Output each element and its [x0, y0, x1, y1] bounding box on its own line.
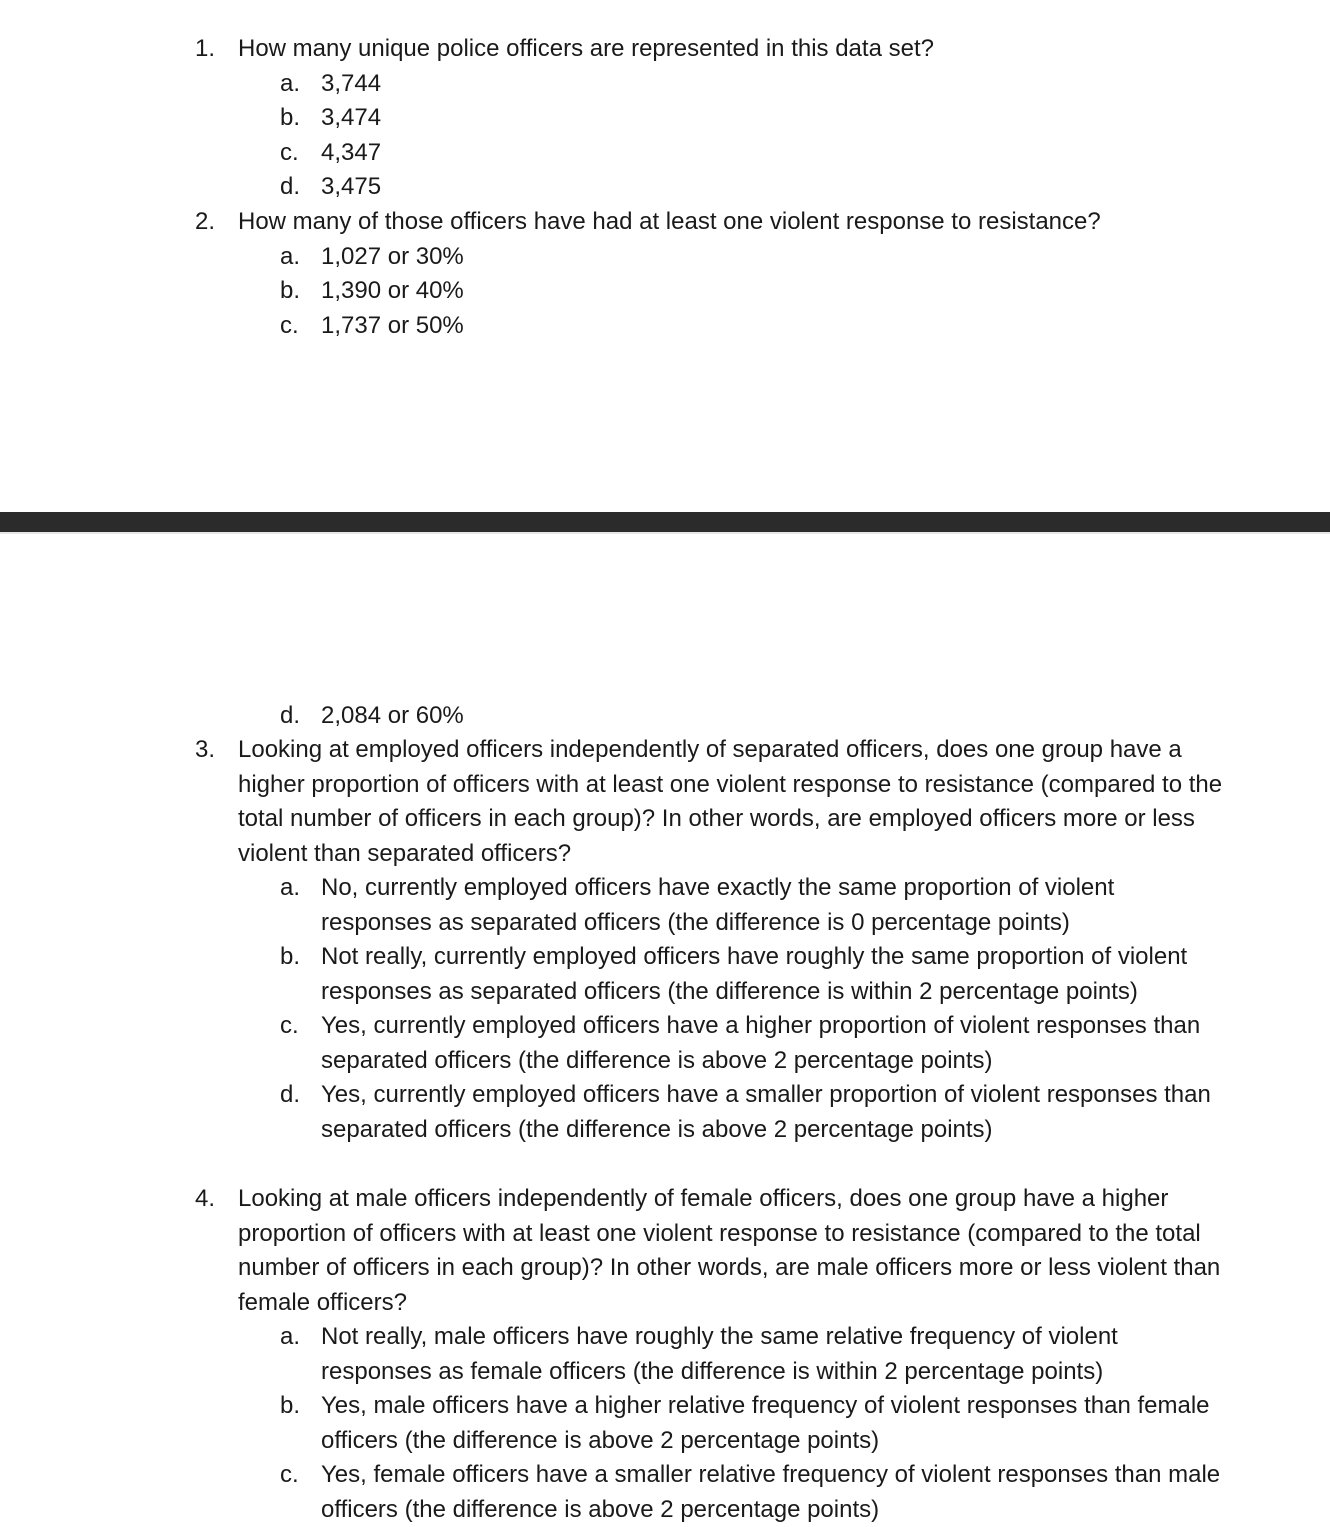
question-4	[0, 1182, 1330, 1527]
option-item	[0, 101, 1221, 136]
option-letter: a.	[280, 874, 301, 901]
question-2	[0, 205, 1330, 343]
option-item	[0, 136, 1221, 171]
option-letter: a.	[280, 1323, 301, 1350]
question-2-continued	[0, 699, 1330, 734]
option-letter: b.	[280, 943, 301, 970]
option-text: No, currently employed officers have exactly the same proportion of violent responses as separated officers (the difference is 0 percentage points)	[321, 874, 1115, 936]
option-text: Not really, male officers have roughly the same relative frequency of violent responses as female officers (the difference is within 2 percentage points)	[321, 1323, 1118, 1385]
document-page-1	[0, 0, 1330, 512]
option-item	[0, 699, 1221, 734]
option-text: Yes, currently employed officers have a higher proportion of violent responses than separated officers (the difference is above 2 percentage points)	[321, 1012, 1201, 1074]
question-3	[0, 733, 1330, 1147]
option-letter: a.	[280, 69, 301, 97]
option-letter: b.	[280, 104, 301, 131]
question-text: How many of those officers have had at least one violent response to resistance?	[238, 208, 1101, 235]
option-text: 3,744	[321, 69, 382, 97]
option-item	[0, 240, 1221, 275]
option-item	[0, 871, 1221, 940]
option-letter: c.	[280, 1012, 299, 1039]
question-text: Looking at employed officers independently of separated officers, does one group have a higher proportion of officers with at least one violent response to resistance (compared to the total number of officers in each group)? In other words, are employed officers more or less violent than separated officers?	[238, 736, 1223, 867]
page-break-divider	[0, 512, 1330, 534]
option-letter: c.	[280, 1461, 299, 1488]
question-number: 2.	[195, 208, 216, 235]
option-text: 3,475	[321, 173, 382, 200]
option-text: Yes, currently employed officers have a smaller proportion of violent responses than separated officers (the difference is above 2 percentage points)	[321, 1081, 1211, 1143]
option-text: Yes, female officers have a smaller relative frequency of violent responses than male officers (the difference is above 2 percentage points)	[321, 1461, 1221, 1523]
option-text: Yes, male officers have a higher relative frequency of violent responses than female officers (the difference is above 2 percentage points)	[321, 1392, 1210, 1454]
option-item	[0, 940, 1221, 1009]
option-text: 3,474	[321, 104, 382, 131]
option-item	[0, 309, 1221, 344]
option-item	[0, 1320, 1221, 1389]
option-text: 1,737 or 50%	[321, 311, 464, 339]
question-text: Looking at male officers independently of female officers, does one group have a higher proportion of officers with at least one violent response to resistance (compared to the total number of officers in each group)? In other words, are male officers more or less violent than female officers?	[238, 1185, 1221, 1316]
option-letter: d.	[280, 1081, 301, 1108]
option-letter: b.	[280, 1392, 301, 1419]
option-text: 1,390 or 40%	[321, 277, 464, 304]
option-item	[0, 1009, 1221, 1078]
document-page-2	[0, 534, 1330, 1525]
option-text: 1,027 or 30%	[321, 242, 464, 270]
option-item	[0, 1458, 1221, 1527]
option-text: Not really, currently employed officers have roughly the same proportion of violent responses as separated officers (the difference is within 2 percentage points)	[321, 943, 1188, 1005]
question-text: How many unique police officers are represented in this data set?	[238, 35, 934, 62]
option-letter: d.	[280, 702, 301, 729]
option-item	[0, 1078, 1221, 1147]
option-text: 4,347	[321, 138, 382, 166]
question-number: 3.	[195, 736, 216, 763]
option-item	[0, 67, 1221, 102]
option-item	[0, 170, 1221, 205]
option-letter: c.	[280, 138, 299, 166]
option-letter: d.	[280, 173, 301, 200]
question-number: 1.	[195, 35, 216, 62]
question-1	[0, 32, 1330, 205]
option-letter: c.	[280, 311, 299, 339]
option-item	[0, 1389, 1221, 1458]
option-item	[0, 274, 1221, 309]
option-letter: a.	[280, 242, 301, 270]
option-text: 2,084 or 60%	[321, 702, 464, 729]
question-number: 4.	[195, 1185, 216, 1212]
option-letter: b.	[280, 277, 301, 304]
